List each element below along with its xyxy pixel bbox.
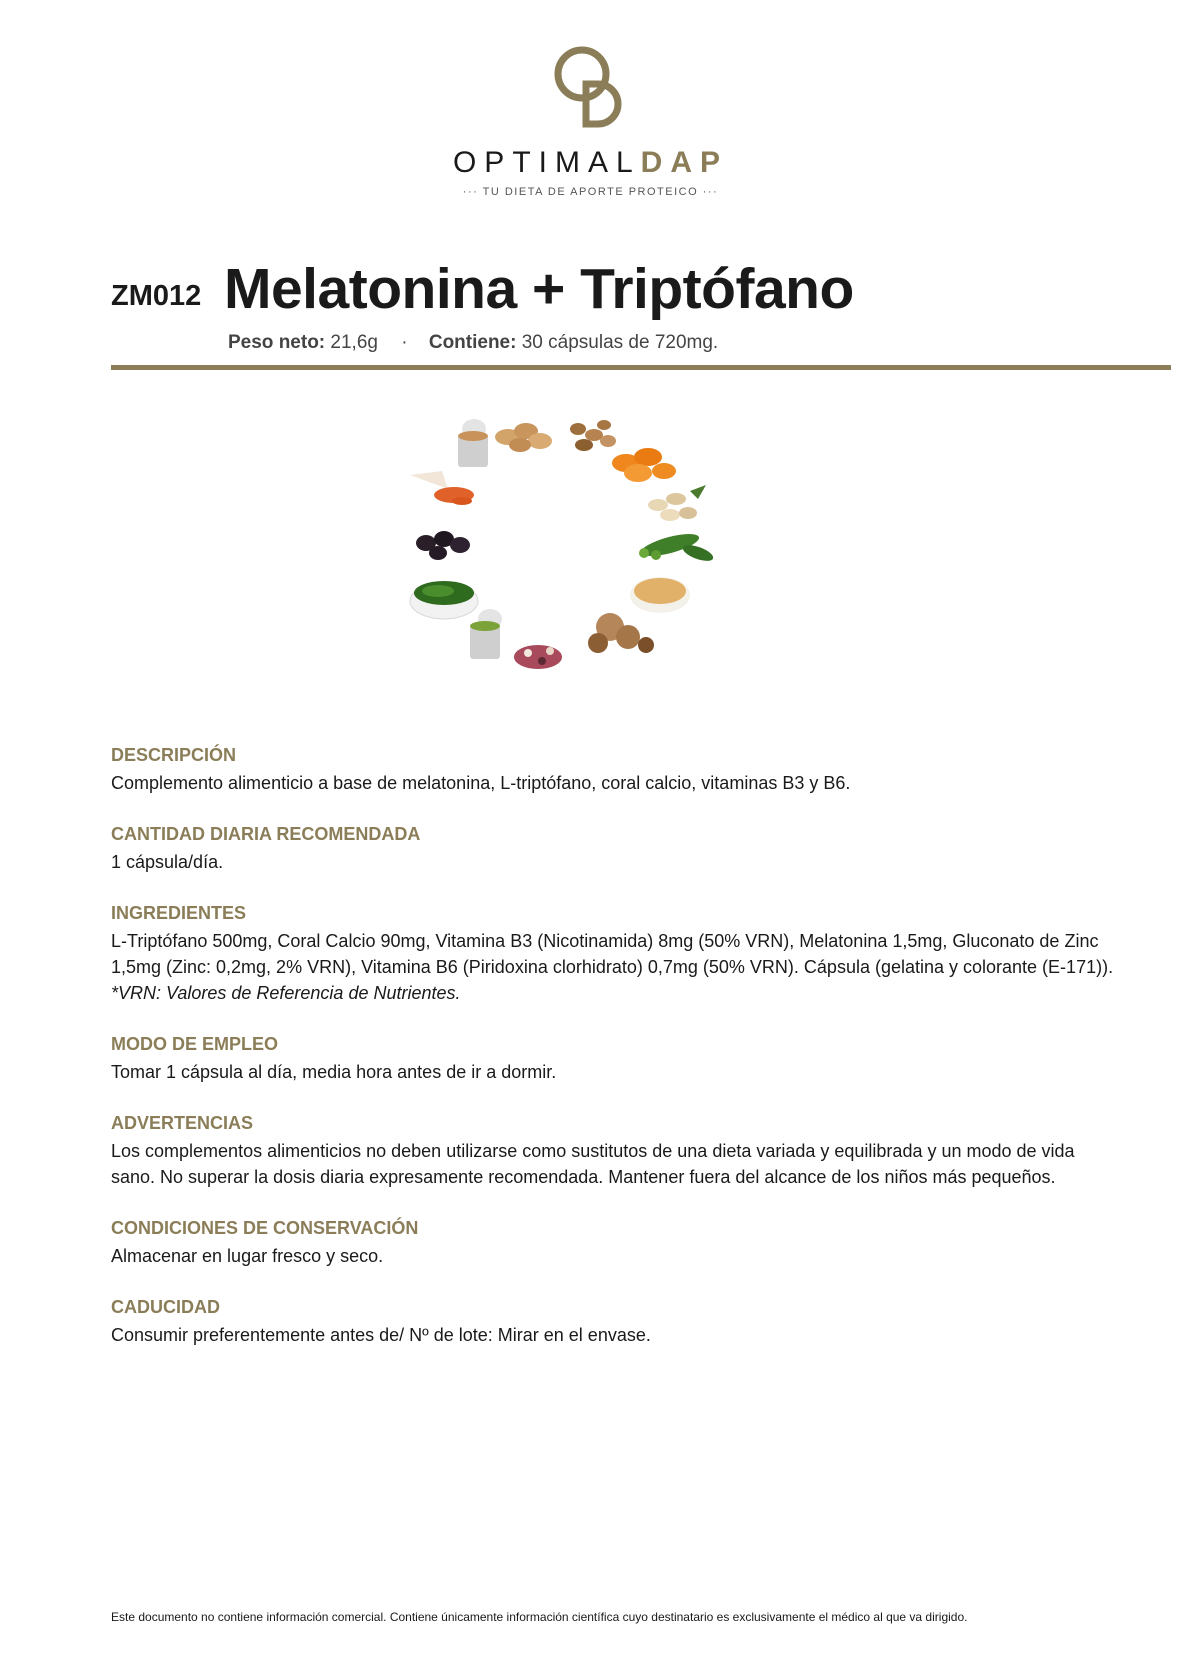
header-divider xyxy=(111,365,1171,370)
descripcion-text: Complemento alimenticio a base de melatonina, L-triptófano, coral calcio, vitaminas B3 y B6. xyxy=(111,773,851,793)
weight-value: 21,6g xyxy=(330,332,378,353)
od-monogram-icon xyxy=(546,40,636,130)
disclaimer-footer: Este documento no contiene información comercial. Contiene únicamente información científica cuyo destinatario es exclusivamente el médico al que va dirigido. xyxy=(111,1610,968,1624)
section-body xyxy=(111,1243,1121,1269)
conservacion-text: Almacenar en lugar fresco y seco. xyxy=(111,1246,384,1266)
peas-icon xyxy=(639,530,715,565)
section-title: ADVERTENCIAS xyxy=(111,1113,254,1133)
contents-label: Contiene: xyxy=(428,332,517,353)
section-caducidad xyxy=(111,1297,1121,1348)
canned-beans-icon xyxy=(458,419,488,467)
cashews-icon xyxy=(648,485,706,521)
product-sections xyxy=(111,745,1121,1376)
advertencias-text: Los complementos alimenticios no deben utilizarse como sustitutos de una dieta variada y equilibrada y un modo de vida sano. No superar la dosis diaria expresamente recomendada. Mantener fuera del alcance de los niños más pequeños. xyxy=(111,1141,1075,1187)
prunes-icon xyxy=(416,531,470,560)
section-modo xyxy=(111,1034,1121,1085)
section-advertencias xyxy=(111,1113,1121,1190)
section-title: DESCRIPCIÓN xyxy=(111,745,237,765)
section-cantidad xyxy=(111,824,1121,875)
walnuts-icon xyxy=(588,613,654,653)
section-title: CONDICIONES DE CONSERVACIÓN xyxy=(111,1218,419,1238)
brand-name-optimal: OPTIMAL xyxy=(452,146,641,179)
dried-apricots-icon xyxy=(612,448,676,482)
product-title: Melatonina + Triptófano xyxy=(224,257,854,321)
weight-label: Peso neto: xyxy=(228,332,326,353)
section-title: CADUCIDAD xyxy=(111,1297,220,1317)
seaweed-salad-icon xyxy=(410,581,478,619)
mixed-beans-icon xyxy=(514,645,562,669)
hummus-icon xyxy=(630,577,690,613)
red-lentils-icon xyxy=(410,471,474,505)
ingredientes-text: L-Triptófano 500mg, Coral Calcio 90mg, Vitamina B3 (Nicotinamida) 8mg (50% VRN), Melatonina 1,5mg, Gluconato de Zinc 1,5mg (Zinc: 0,2mg, 2% VRN), Vitamina B6 (Piridoxina clorhidrato) 0,7mg (50% VRN). Cápsula (gelatina y colorante (E-171)). xyxy=(111,931,1114,977)
product-code: ZM012 xyxy=(111,280,202,312)
caducidad-text: Consumir preferentemente antes de/ Nº de lote: Mirar en el envase. xyxy=(111,1325,651,1345)
potatoes-icon xyxy=(495,423,552,452)
brand-name xyxy=(0,146,1181,180)
peanuts-icon xyxy=(570,420,616,451)
section-body xyxy=(111,849,1121,875)
section-title: MODO DE EMPLEO xyxy=(111,1034,279,1054)
section-body xyxy=(111,770,1121,796)
section-ingredientes xyxy=(111,903,1121,1006)
brand-tagline: ··· TU DIETA DE APORTE PROTEICO ··· xyxy=(462,186,719,198)
contents-value: 30 cápsulas de 720mg. xyxy=(521,332,719,353)
canned-peas-icon xyxy=(470,609,502,659)
brand-logo xyxy=(0,40,1181,198)
subline-separator: · xyxy=(401,332,408,353)
section-title: CANTIDAD DIARIA RECOMENDADA xyxy=(111,824,421,844)
modo-text: Tomar 1 cápsula al día, media hora antes de ir a dormir. xyxy=(111,1062,557,1082)
food-ring-image xyxy=(408,415,768,715)
cantidad-text: 1 cápsula/día. xyxy=(111,852,224,872)
brand-name-dap: DAP xyxy=(640,146,729,179)
section-body xyxy=(111,1138,1121,1190)
section-descripcion xyxy=(111,745,1121,796)
section-body xyxy=(111,1059,1121,1085)
vrn-note: *VRN: Valores de Referencia de Nutrientes. xyxy=(111,983,461,1003)
section-body xyxy=(111,928,1121,1006)
section-conservacion xyxy=(111,1218,1121,1269)
section-title: INGREDIENTES xyxy=(111,903,247,923)
section-body xyxy=(111,1322,1121,1348)
product-subline xyxy=(228,332,718,354)
